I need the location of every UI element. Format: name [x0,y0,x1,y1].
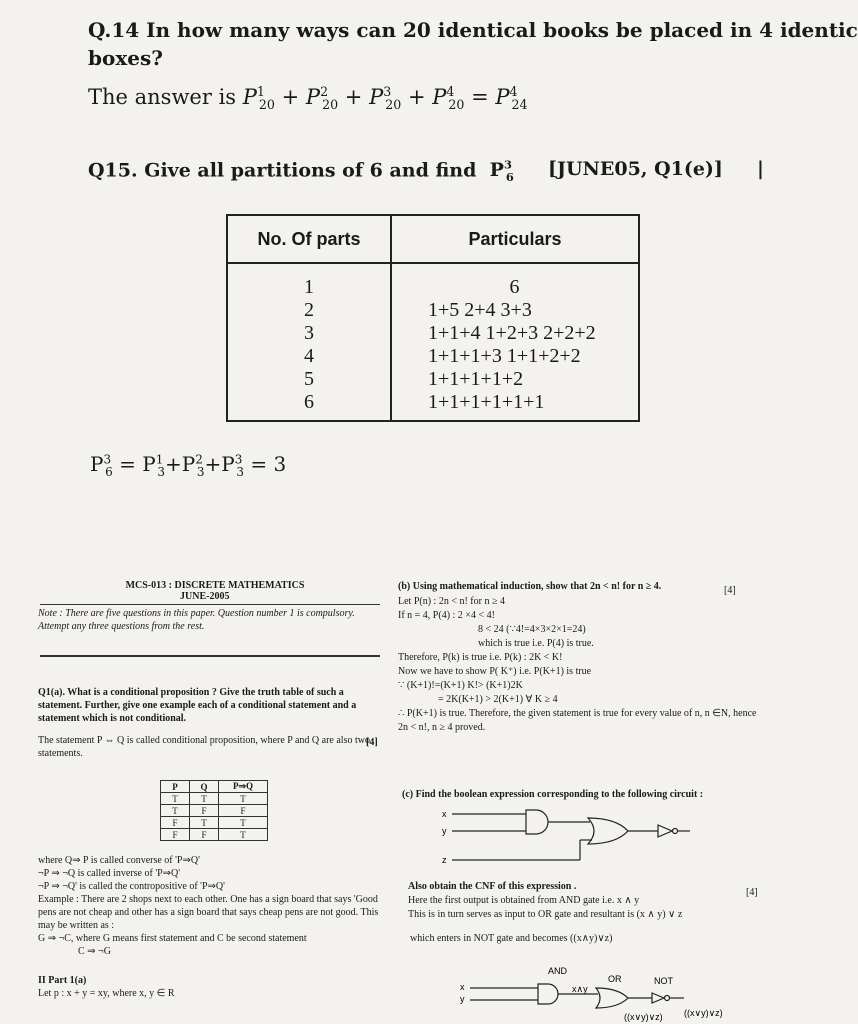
cnf-result: which enters in NOT gate and becomes ((x∧y)∨z) [410,933,613,944]
p63-term: $P^1_3$ [142,452,165,479]
cnf-line: This is in turn serves as input to OR gate and resultant is (x ∧ y) ∨ z [408,909,683,920]
truth-cell: T [190,793,219,805]
text-line: C ⇒ ¬G [78,946,111,957]
gate-label-not: NOT [654,976,673,986]
truth-cell: T [161,793,190,805]
divider [40,655,380,657]
q15-exam-reference: [JUNE05, Q1(e)] [548,158,723,180]
proof-line: Therefore, P(k) is true i.e. P(k) : 2K < K! [398,652,563,663]
q14-term: $P^2_{20}$ [305,84,339,113]
truth-cell: T [219,793,268,805]
conditional-definition: The statement P ⇔ Q is called conditional proposition, where P and Q are also two statements. [38,735,370,759]
truth-cell: F [219,805,268,817]
q14-question-line2: boxes? [88,46,163,70]
parts-count: 2 [304,299,314,321]
q1b-question: (b) Using mathematical induction, show that 2n < n! for n ≥ 4. [398,581,662,592]
text-line: Let p : x + y = xy, where x, y ∈ R [38,988,175,999]
partition-list: 1+1+1+3 1+1+2+2 [428,345,581,367]
truth-row [161,805,268,817]
q15-symbol: $P^3_6$ [489,158,514,185]
proof-line: which is true i.e. P(4) is true. [478,638,594,649]
partition-list: 1+1+1+1+2 [428,368,524,390]
header-particulars: Particulars [391,215,639,263]
partition-list: 1+1+4 1+2+3 2+2+2 [428,322,596,344]
cnf-marks: [4] [746,887,758,898]
gate-label-and: AND [548,966,568,976]
partition-table-header [227,215,639,263]
partition-list: 6 [509,276,520,298]
proof-line: = 2K(K+1) > 2(K+1) ∀ K ≥ 4 [438,694,558,705]
truth-row [161,829,268,841]
truth-cell: F [190,805,219,817]
q1b-proof [398,595,758,735]
gate-output-or: ((x∨y)∨z) [624,1012,663,1022]
header-no-of-parts: No. Of parts [227,215,391,263]
truth-header-p: P [161,781,190,793]
q15-question-text: Q15. Give all partitions of 6 and find [88,159,477,182]
parts-count: 5 [304,368,314,390]
exam-note: Note : There are five questions in this paper. Question number 1 is compulsory. Attempt any three questions from the rest. [38,608,355,632]
text-line: Example : There are 2 shops next to each other. One has a sign board that says 'Good pens are not cheap and other has a sign board that says cheap pens are not good. This may be written as : [38,894,379,931]
circuit2-input-x: x [460,982,465,992]
not-gate-shape [658,825,690,837]
q14-answer-formula [88,84,528,112]
q15-edge-mark: | [757,158,764,180]
text-line: II Part 1(a) [38,975,87,986]
truth-table [160,780,268,841]
p63-lhs: $P^3_6$ [90,452,113,479]
partition-list: 1+5 2+4 3+3 [428,299,532,321]
q1a-marks: [4] [366,737,378,748]
q14-term: $P^1_{20}$ [242,84,275,113]
circuit-input-y: y [442,826,447,836]
gate-label-or: OR [608,974,622,984]
truth-header-q: Q [190,781,219,793]
truth-cell: T [190,817,219,829]
gate-output-and: x∧y [572,984,588,994]
proof-line: Let P(n) : 2n < n! for n ≥ 4 [398,596,505,607]
parts-count: 6 [304,391,314,413]
particulars-column [391,263,639,421]
p63-formula: $P^3_6 = P^1_3+P^2_3+P^3_3 = 3$ [90,452,287,479]
converse-explanation [38,854,383,1000]
parts-count: 4 [304,345,314,367]
proof-line: Now we have to show P( K⁺) i.e. P(K+1) is true [398,666,592,677]
truth-cell: F [161,829,190,841]
divider [40,604,380,605]
p63-term: $P^3_3$ [221,452,245,479]
text-line: ¬P ⇒ ¬Q is called inverse of 'P⇒Q' [38,868,181,879]
circuit-input-x: x [442,809,447,819]
truth-cell: T [161,805,190,817]
and-gate-shape [452,810,592,860]
circuit-input-z: z [442,855,447,865]
exam-date: JUNE-2005 [180,591,230,602]
q1a-question: Q1(a). What is a conditional proposition ? Give the truth table of such a statement. Further, give one example each of a conditional statement and a statement which is not conditional. [38,687,357,724]
truth-row [161,793,268,805]
labeled-circuit-diagram [458,962,758,1024]
proof-line: ∵ (K+1)!=(K+1) K!> (K+1)2K [398,680,523,691]
text-line: G ⇒ ¬C, where G means first statement and C be second statement [38,933,307,944]
partition-table-body [227,263,639,421]
partition-table [226,214,640,422]
parts-column [227,263,391,421]
proof-line: ∴ P(K+1) is true. Therefore, the given statement is true for every value of n, n ∈N, hence 2n < n!, n ≥ 4 proved. [398,708,757,733]
truth-cell: F [161,817,190,829]
cnf-explanation [408,880,768,922]
truth-row [161,817,268,829]
q14-terms: $P^1_{20} + P^2_{20} + P^3_{20} + P^4_{20} = P^4_{24}$ [242,84,528,113]
text-line: where Q⇒ P is called converse of 'P⇒Q' [38,855,200,866]
circuit2-input-y: y [460,994,465,1004]
q14-term: $P^4_{20}$ [432,84,465,113]
q15-question [88,158,514,184]
cnf-line: Here the first output is obtained from AND gate i.e. x ∧ y [408,895,640,906]
truth-cell: T [219,817,268,829]
gate-output-not: ((x∨y)∨z) [684,1008,723,1018]
parts-count: 1 [304,276,314,298]
exam-title: MCS-013 : DISCRETE MATHEMATICS [125,580,305,591]
circuit-diagram [440,808,740,870]
q14-term: $P^3_{20}$ [369,84,402,113]
or-gate-shape [588,818,658,844]
truth-cell: F [190,829,219,841]
proof-line: If n = 4, P(4) : 2 ×4 < 4! [398,610,495,621]
text-line: ¬P ⇒ ¬Q' is called the contropositive of 'P⇒Q' [38,881,225,892]
p63-term: $P^2_3$ [181,452,205,479]
q14-result: $P^4_{24}$ [495,84,528,113]
q14-answer-prefix: The answer is [88,85,237,109]
parts-count: 3 [304,322,314,344]
q1c-question: (c) Find the boolean expression corresponding to the following circuit : [402,789,704,800]
cnf-line: Also obtain the CNF of this expression . [408,881,577,892]
truth-cell: T [219,829,268,841]
q14-question-line1: Q.14 In how many ways can 20 identical books be placed in 4 identic [88,18,858,42]
q1b-marks: [4] [724,585,736,596]
partition-list: 1+1+1+1+1+1 [428,391,545,413]
truth-header-implication: P⇒Q [219,781,268,793]
proof-line: 8 < 24 (∵4!=4×3×2×1=24) [478,624,586,635]
